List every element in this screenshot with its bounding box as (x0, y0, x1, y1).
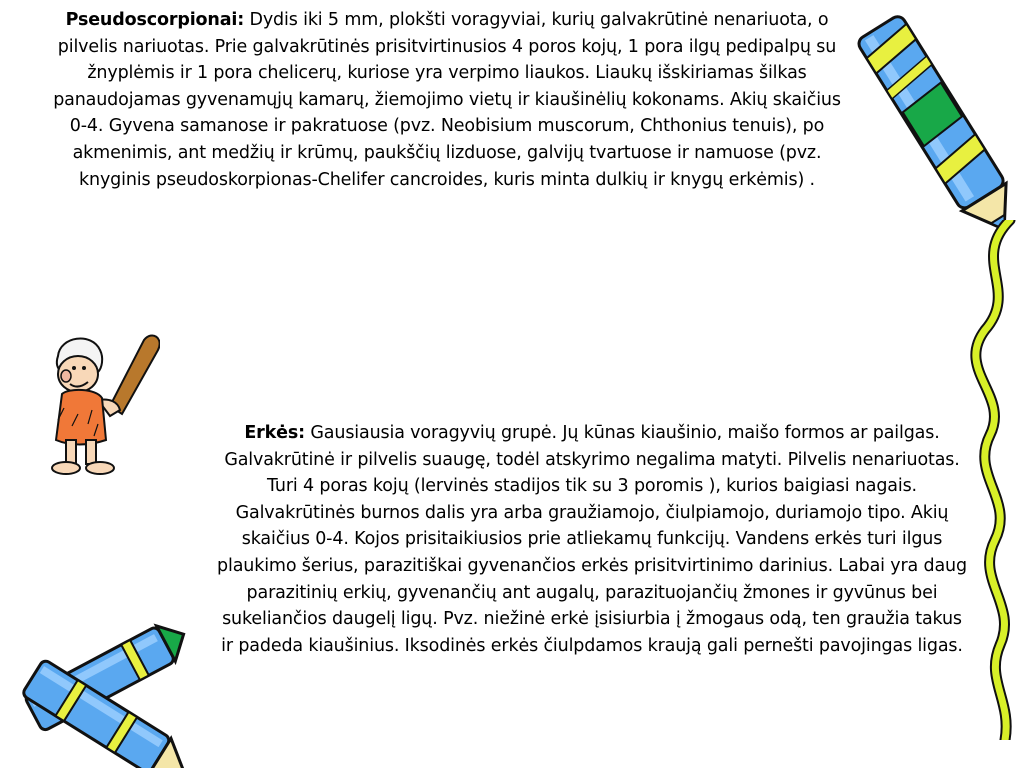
crayons-icon (0, 610, 200, 768)
pseudoscorpions-term: Pseudoscorpionai: (65, 10, 245, 30)
pseudoscorpions-text: Dydis iki 5 mm, plokšti voragyviai, kurių galvakrūtinė nenariuota, o pilvelis nariuotas. Prie galvakrūtinės prisitvirtinusios 4 poros kojų, 1 pora ilgų pedipalpų su žnyplėmis ir 1 pora chelicerų, kuriose yra verpimo liaukos. Liaukų išskiriamas šilkas panaudojamas gyvenamųjų kamarų, žiemojimo vietų ir kiaušinėlių kokonams. Akių skaičius 0-4. Gyvena samanose ir pakratuose (pvz. Neobisium muscorum, Chthonius tenuis), po akmenimis, ant medžių ir krūmų, paukščių lizduose, galvijų tvartuose ir namuose (pvz. knyginis pseudoskorpionas-Chelifer cancroides, kuris minta dulkių ir knygų erkėmis) . (53, 10, 841, 190)
caveman-illustration (48, 328, 160, 478)
mites-paragraph (216, 420, 968, 659)
squiggle-line (950, 220, 1024, 740)
mites-text: Gausiausia voragyvių grupė. Jų kūnas kiaušinio, maišo formos ar pailgas. Galvakrūtinė ir pilvelis suaugę, todėl atskyrimo negalima matyti. Pilvelis nenariuotas. Turi 4 poras kojų (lervinės stadijos tik su 3 poromis ), kurios baigiasi nagais. Galvakrūtinės burnos dalis yra arba graužiamojo, čiulpiamojo, duriamojo tipo. Akių skaičius 0-4. Kojos prisitaikiusios prie atliekamų funkcijų. Vandens erkės turi ilgus plaukimo šerius, parazitiškai gyvenančios erkės prisitvirtinimo darinius. Labai yra daug parazitinių erkių, gyvenančių ant augalų, parazituojančių žmones ir gyvūnus bei sukeliančios daugelį ligų. Pvz. niežinė erkė įsisiurbia į žmogaus odą, ten graužia takus ir padeda kiaušinius. Iksodinės erkės čiulpdamos kraują gali pernešti pavojingas ligas. (217, 423, 967, 656)
mites-term: Erkės: (244, 423, 305, 443)
pseudoscorpions-paragraph (52, 7, 842, 193)
crayon-icon (855, 0, 1024, 250)
